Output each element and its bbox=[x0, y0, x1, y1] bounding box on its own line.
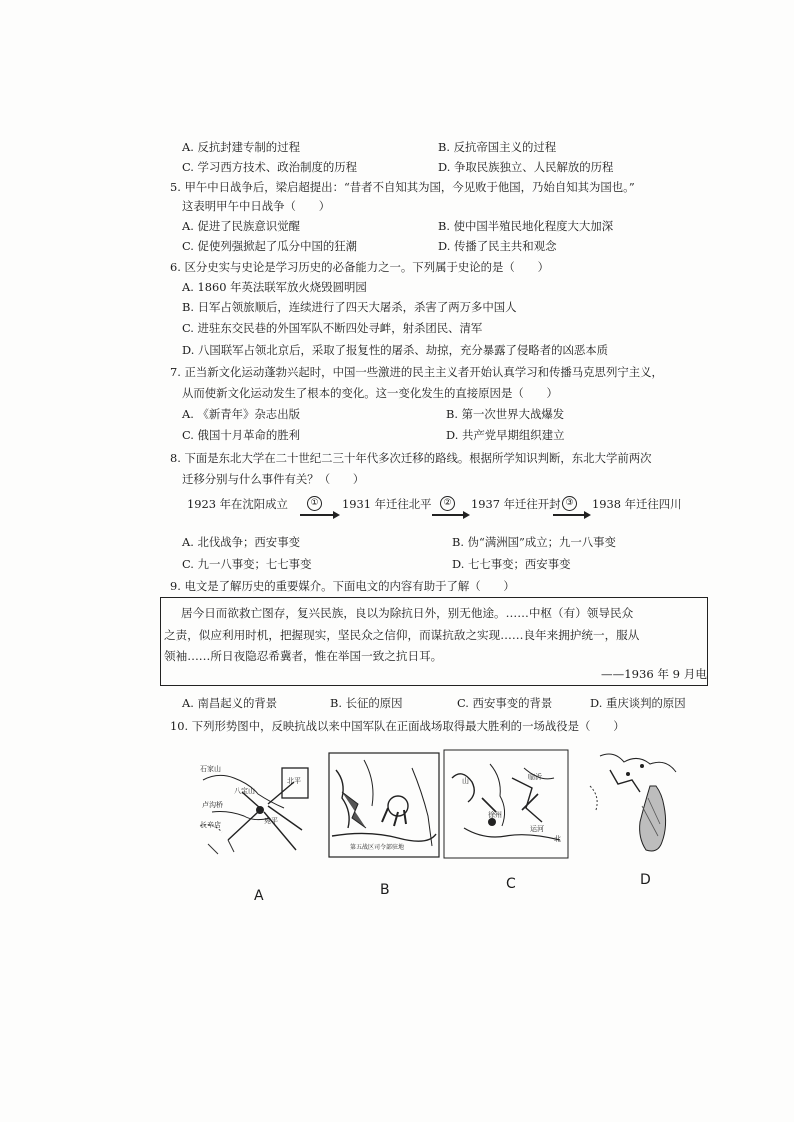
map-d bbox=[580, 746, 692, 862]
flow-marker-2: ② bbox=[440, 496, 455, 511]
map-b-label-1: 第五战区司令部驻地 bbox=[350, 844, 405, 851]
map-b bbox=[328, 752, 440, 860]
q5-stem-cont: 这表明甲午中日战争（ ） bbox=[182, 199, 331, 213]
map-c-label-2: 临沂 bbox=[528, 773, 542, 781]
map-a bbox=[198, 752, 324, 860]
q4-option-a: A. 反抗封建专制的过程 bbox=[182, 140, 300, 154]
map-a-label-3: 八宝山 bbox=[234, 787, 255, 795]
q6-stem: 6. 区分史实与史论是学习历史的必备能力之一。下列属于史论的是（ ） bbox=[170, 260, 549, 274]
q8-stem-cont: 迁移分别与什么事件有关？（ ） bbox=[182, 472, 365, 486]
map-a-label-1: 石家山 bbox=[200, 765, 221, 773]
q7-stem-cont: 从而使新文化运动发生了根本的变化。这一变化发生的直接原因是（ ） bbox=[182, 386, 558, 400]
map-b-letter: B bbox=[380, 882, 390, 898]
map-c-label-4: 运河 bbox=[530, 825, 544, 833]
map-d-graphic bbox=[580, 746, 692, 862]
q4-option-b: B. 反抗帝国主义的过程 bbox=[438, 140, 557, 154]
q9-option-d: D. 重庆谈判的原因 bbox=[590, 696, 686, 710]
q8-option-d: D. 七七事变；西安事变 bbox=[452, 557, 571, 571]
q8-option-c: C. 九一八事变；七七事变 bbox=[182, 557, 312, 571]
quote-line-2: 之责，似应利用时机，把握现实，坚民众之信仰，而谋抗敌之实现……良年来拥护统一，服从 bbox=[164, 628, 640, 642]
quote-line-1: 居今日而欲救亡图存，复兴民族，良以为除抗日外，别无他途。……中枢（有）领导民众 bbox=[181, 606, 634, 620]
q7-option-c: C. 俄国十月革命的胜利 bbox=[182, 428, 301, 442]
q6-option-a: A. 1860 年英法联军放火烧毁圆明园 bbox=[182, 280, 367, 294]
flow-step-1: 1923 年在沈阳成立 bbox=[187, 497, 288, 511]
q7-option-a: A. 《新青年》杂志出版 bbox=[182, 407, 300, 421]
flow-step-3: 1937 年迁往开封 bbox=[471, 497, 561, 511]
map-a-label-2: 北平 bbox=[287, 777, 301, 785]
quote-line-3: 领袖……所日夜隐忍希冀者，惟在举国一致之抗日耳。 bbox=[164, 649, 443, 663]
q7-stem: 7. 正当新文化运动蓬勃兴起时，中国一些激进的民主主义者开始认真学习和传播马克思列宁主义， bbox=[170, 365, 663, 379]
flow-marker-1: ① bbox=[307, 496, 322, 511]
flow-arrow-2 bbox=[432, 514, 468, 516]
flow-step-4: 1938 年迁往四川 bbox=[592, 497, 682, 511]
q5-option-d: D. 传播了民主共和观念 bbox=[438, 239, 557, 253]
q8-stem: 8. 下面是东北大学在二十世纪二三十年代多次迁移的路线。根据所学知识判断，东北大学前两次 bbox=[170, 451, 652, 465]
flow-arrow-1 bbox=[300, 514, 338, 516]
q8-option-a: A. 北伐战争；西安事变 bbox=[182, 535, 300, 549]
map-c-graphic bbox=[442, 748, 570, 860]
q4-option-d: D. 争取民族独立、人民解放的历程 bbox=[438, 160, 614, 174]
q9-stem: 9. 电文是了解历史的重要媒介。下面电文的内容有助于了解（ ） bbox=[170, 579, 515, 593]
q9-option-b: B. 长征的原因 bbox=[330, 696, 403, 710]
map-c-label-5: 北 bbox=[554, 835, 561, 843]
q6-option-c: C. 进驻东交民巷的外国军队不断四处寻衅，射杀团民、清军 bbox=[182, 321, 483, 335]
flow-marker-3: ③ bbox=[562, 496, 577, 511]
telegram-quote-box bbox=[160, 597, 708, 686]
q7-option-b: B. 第一次世界大战爆发 bbox=[446, 407, 565, 421]
map-c-letter: C bbox=[506, 876, 516, 892]
map-a-label-6: 宛平 bbox=[264, 817, 278, 825]
flow-arrow-3 bbox=[553, 514, 589, 516]
map-c bbox=[442, 748, 570, 860]
map-a-label-5: 长辛店 bbox=[200, 821, 221, 829]
q9-option-a: A. 南昌起义的背景 bbox=[182, 696, 278, 710]
q5-option-b: B. 使中国半殖民地化程度大大加深 bbox=[438, 219, 614, 233]
q6-option-b: B. 日军占领旅顺后，连续进行了四天大屠杀，杀害了两万多中国人 bbox=[182, 300, 517, 314]
q5-stem: 5. 甲午中日战争后，梁启超提出：“昔者不自知其为国，今见败于他国，乃始自知其为国也。” bbox=[170, 180, 635, 194]
map-c-label-3: 徐州 bbox=[488, 811, 502, 819]
q8-option-b: B. 伪“满洲国”成立；九一八事变 bbox=[452, 535, 616, 549]
q6-option-d: D. 八国联军占领北京后，采取了报复性的屠杀、劫掠，充分暴露了侵略者的凶恶本质 bbox=[182, 343, 609, 357]
q5-option-c: C. 促使列强掀起了瓜分中国的狂潮 bbox=[182, 239, 358, 253]
quote-source: ——1936 年 9 月电 bbox=[601, 667, 707, 681]
map-a-label-4: 卢沟桥 bbox=[202, 801, 223, 809]
q10-stem: 10. 下列形势图中，反映抗战以来中国军队在正面战场取得最大胜利的一场战役是（ ） bbox=[170, 719, 625, 733]
q4-option-c: C. 学习西方技术、政治制度的历程 bbox=[182, 160, 358, 174]
map-d-letter: D bbox=[640, 872, 651, 888]
map-a-letter: A bbox=[254, 888, 264, 904]
flow-step-2: 1931 年迁往北平 bbox=[342, 497, 432, 511]
q7-option-d: D. 共产党早期组织建立 bbox=[446, 428, 565, 442]
map-c-label-1: 山 bbox=[462, 777, 469, 785]
q5-option-a: A. 促进了民族意识觉醒 bbox=[182, 219, 300, 233]
q9-option-c: C. 西安事变的背景 bbox=[457, 696, 553, 710]
